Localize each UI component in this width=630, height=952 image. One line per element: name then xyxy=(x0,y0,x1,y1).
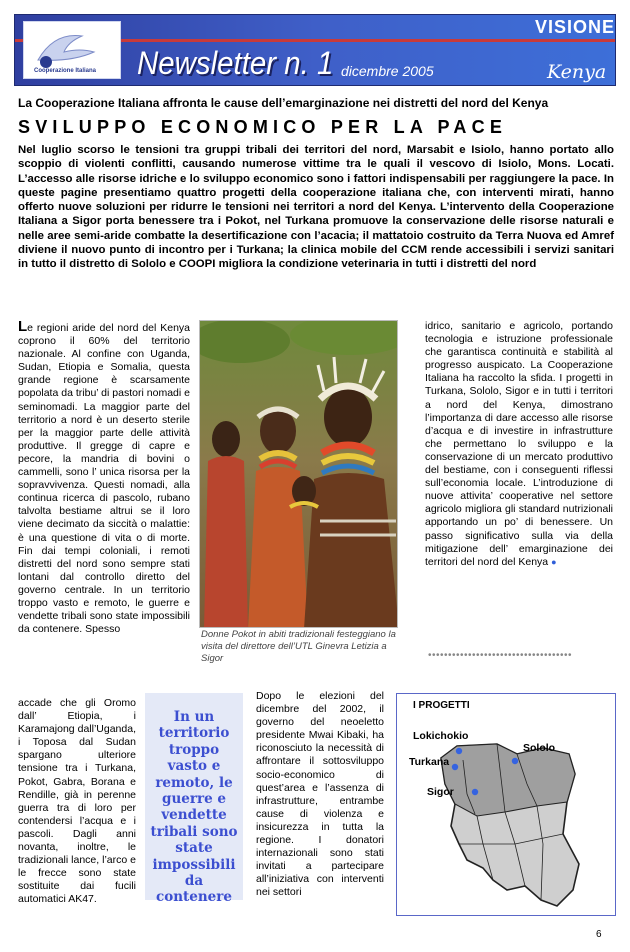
masthead-banner xyxy=(14,14,616,86)
article-intro: Nel luglio scorso le tensioni tra gruppi tribali dei territori del nord, Marsabit e Isiolo, hanno portato allo scoppio di violenti conflitti, causando numerose vittime tra le quali il vescovo di Isiolo, Mons. Locati. L’accesso alle risorse idriche e lo sviluppo economico sono i fattori indispensabili per raggiungere la pace. In queste pagine presentiamo quattro progetti della cooperazione italiana che, con interventi mirati, hanno offerto nuove soluzioni per ridurre le tensioni nei territori a nord del Kenya. L’intervento della Cooperazione Italiana a Sigor porta benessere tra i Pokot, nel Turkana promuove la conservazione delle risorse naturali e nelle aree semi-aride combatte la desertificazione con l’acacia; il mattatoio costruito da Terra Nuova ed Amref diviene il nuovo punto di incontro per i Turkana; la clinica mobile del CCM rende accessibili i servizi sanitari in tutto il distretto di Sololo e COOPI migliora la condizione veterinaria in tutti i distretti del nord xyxy=(18,144,614,271)
country-label: Kenya xyxy=(547,61,607,83)
lokichokio-marker-icon xyxy=(456,748,462,754)
article-headline: SVILUPPO ECONOMICO PER LA PACE xyxy=(18,117,508,137)
map-label-sigor: Sigor xyxy=(427,786,454,798)
map-label-turkana: Turkana xyxy=(409,756,450,768)
end-of-article-icon: ● xyxy=(551,556,557,567)
section-divider: •••••••••••••••••••••••••••••••••••• xyxy=(428,650,573,661)
pokot-women-photo xyxy=(199,320,398,628)
body-column-bottom-left: accade che gli Oromo dall’ Etiopia, i Karamajong dall’Uganda, i Toposa dal Sudan spargano ulteriore tensione tra i Turkana, Pokot, Gabra, Borana e Rendille, già in perenne guerra tra di loro per contendersi l’acqua e i pascoli. Dagli anni novanta, inoltre, le tradizionali lance, l’arco e le frecce sono state sostituite dai fucili automatici AK47. xyxy=(18,697,136,906)
logo-text: Cooperazione Italiana xyxy=(34,68,97,74)
sololo-marker-icon xyxy=(512,758,518,764)
article-subtitle: La Cooperazione Italiana affronta le cause dell’emarginazione nei distretti del nord del Kenya xyxy=(18,96,549,110)
photo-caption: Donne Pokot in abiti tradizionali festeggiano la visita del direttore dell’UTL Ginevra Letizia a Sigor xyxy=(201,629,396,664)
issue-date: dicembre 2005 xyxy=(341,63,434,79)
map-label-sololo: Sololo xyxy=(523,742,556,754)
pull-quote-text: In un territorio troppo vasto e remoto, le guerre e vendette tribali sono state impossibili da contenere xyxy=(150,709,238,906)
newsletter-title: Newsletter n. 1 xyxy=(137,45,334,81)
cooperazione-logo xyxy=(23,21,121,79)
kenya-map-icon xyxy=(397,694,617,917)
turkana-marker-icon xyxy=(452,764,458,770)
body-column-left xyxy=(18,320,190,692)
projects-map xyxy=(396,693,616,916)
map-label-lokichokio: Lokichokio xyxy=(413,730,469,742)
sigor-marker-icon xyxy=(472,789,478,795)
pull-quote-box xyxy=(145,693,243,906)
page-number: 6 xyxy=(596,929,602,940)
series-title: VISIONE xyxy=(535,17,616,37)
map-title: I PROGETTI xyxy=(413,700,470,711)
drop-cap: L xyxy=(18,320,28,335)
body-text-right: idrico, sanitario e agricolo, portando tecnologia e istruzione professionale che garantisca continuità e stabilità al progresso auspicato. La Cooperazione Italiana ha raccolto la sfida. I progetti in Turkana, Sololo, Sigor e in tutti i territori a nord del Kenya, dimostrano l’importanza di dare accesso alle risorse d’acqua e di investire in infrastrutture che permettano lo sviluppo e la conservazione di un mercato produttivo del bestiame, con i conseguenti riflessi sull’economia locale. L’introduzione di nuove attivita’ cooperative nel settore agricolo migliora gli standard nutrizionali apportando un po’ di benessere. Un passo significativo sulla via della mitigazione dell’ emarginazione dei territori del nord del Kenya xyxy=(425,320,613,568)
body-column-right xyxy=(425,320,613,630)
photo-illustration xyxy=(200,321,398,628)
body-text-left: e regioni aride del nord del Kenya coprono il 60% del territorio nazionale. Al confine con Uganda, Sudan, Etiopia e Somalia, questa grande regione è scarsamente popolata da tribu’ di pastori nomadi e seminomadi. La maggior parte del territorio a nord è un deserto sterile per la maggior parte delle attività produttive. Il gregge di capre e pecore, la mandria di bovini o cammelli, sono l’ unica risorsa per la sopravvivenza. Questi nomadi, alla continua ricerca di pascolo, rubano talvolta bestiame altrui se il loro viene decimato da siccità o malattie: è una questione di vita o di morte. Fin dai tempi coloniali, i remoti distretti del nord sono sempre stati lontani dal controllo diretto del governo centrale. In un territorio troppo vasto e remoto, le guerre e vendette tribali sono state impossibili da contenere. Spesso xyxy=(18,322,190,636)
body-column-bottom-middle: Dopo le elezioni del dicembre del 2002, il governo del neoeletto presidente Mwai Kibaki, ha riconosciuto la necessità di affrontare il sottosviluppo socio-economico di quest’area e l’assenza di infrastrutture, entrambe cause di violenza e insicurezza in tutta la regione. I donatori internazionali sono stati invitati a partecipare all’iniziativa con interventi nei settori xyxy=(256,690,384,899)
